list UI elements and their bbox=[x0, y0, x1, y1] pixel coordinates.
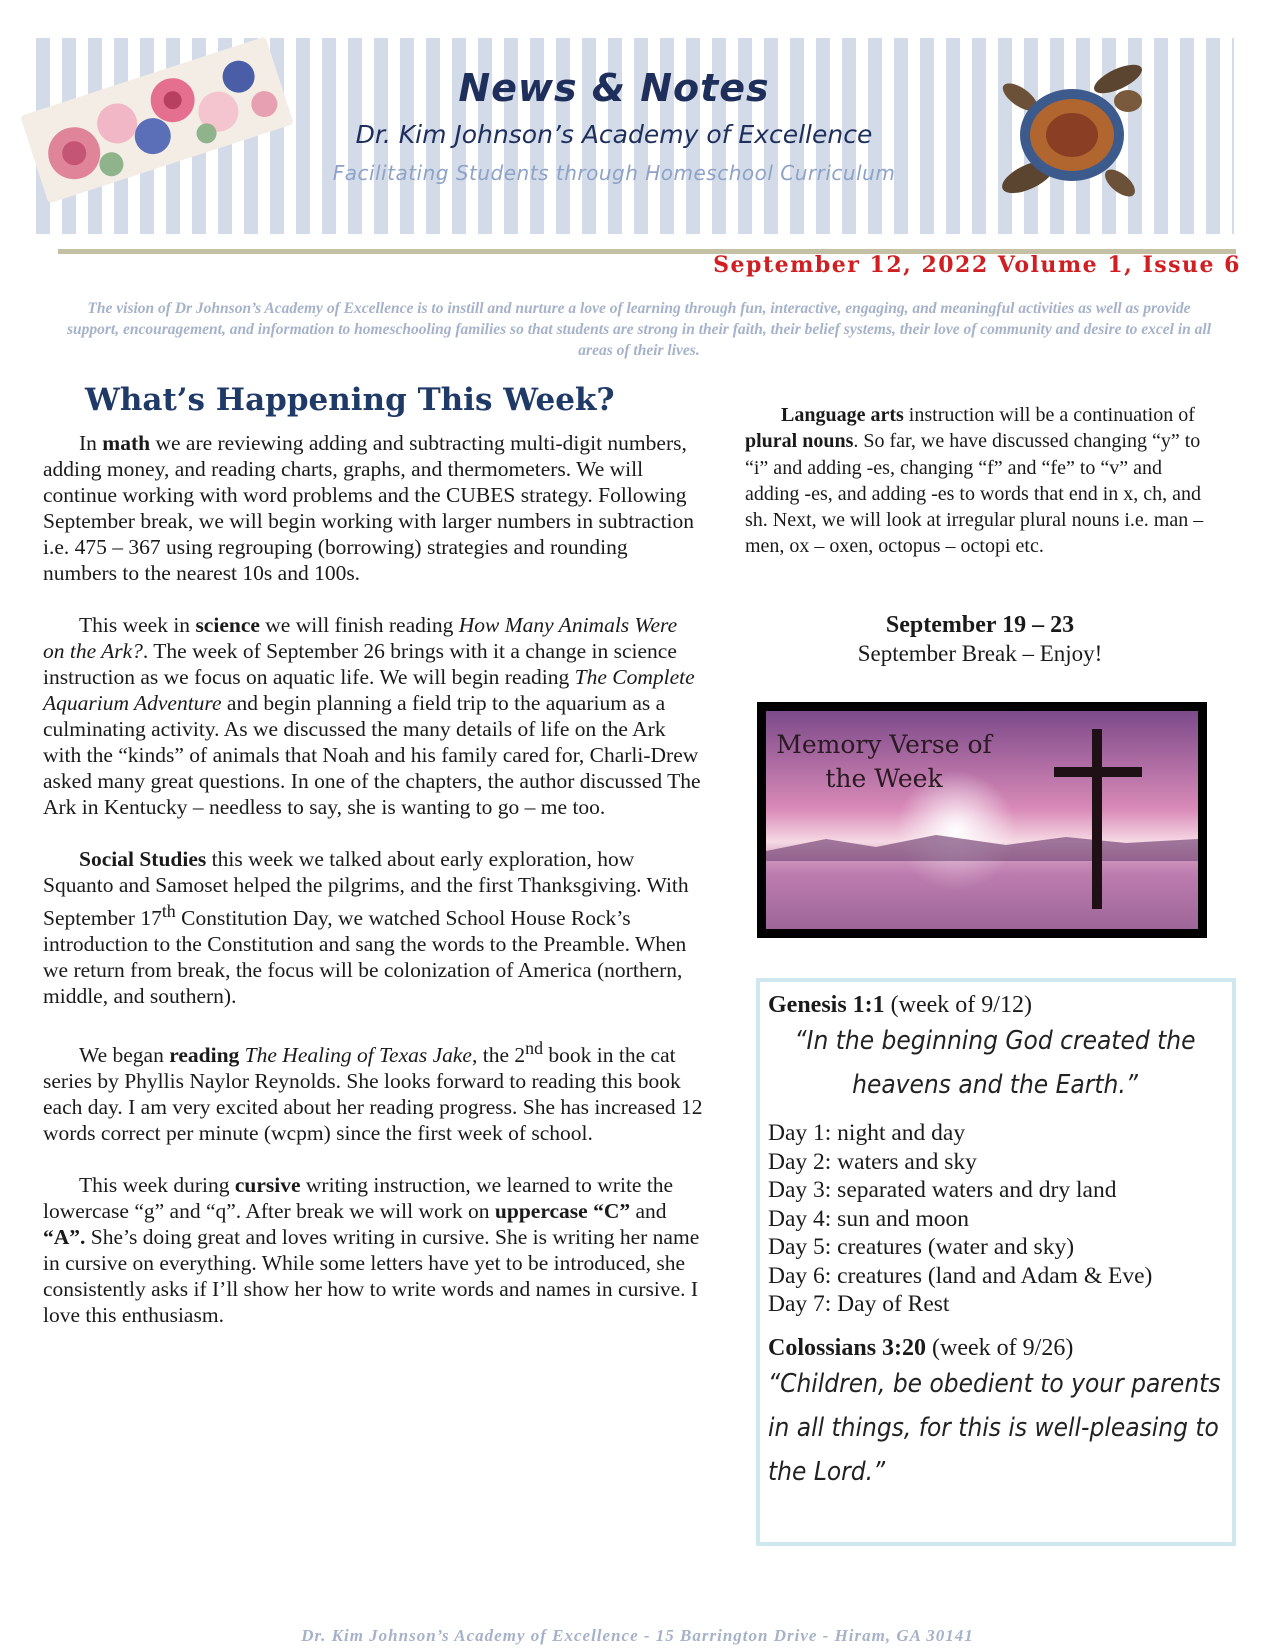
social-studies-paragraph bbox=[43, 846, 703, 1009]
list-item: Day 4: sun and moon bbox=[768, 1205, 970, 1232]
tagline: Facilitating Students through Homeschool Curriculum bbox=[332, 161, 896, 185]
sunset-cross-illustration bbox=[766, 711, 1198, 929]
text: instruction will be a continuation of bbox=[903, 404, 1195, 426]
science-keyword: science bbox=[195, 613, 260, 637]
text: This week in bbox=[79, 613, 196, 637]
academy-name: Dr. Kim Johnson’s Academy of Excellence bbox=[355, 120, 873, 149]
cursive-paragraph bbox=[43, 1172, 703, 1328]
text: We began bbox=[79, 1043, 170, 1068]
verse-text: “Children, be obedient to your parents in all things, for this is well-pleasing to the Lord.” bbox=[768, 1368, 1221, 1487]
science-paragraph bbox=[43, 612, 703, 820]
list-item: Day 5: creatures (water and sky) bbox=[768, 1234, 1075, 1260]
footer-address: Dr. Kim Johnson’s Academy of Excellence - 15 Barrington Drive - Hiram, GA 30141 bbox=[301, 1626, 974, 1645]
break-notice bbox=[740, 612, 1220, 667]
uppercase-keyword: uppercase “C” bbox=[494, 1199, 631, 1224]
verse-text: “In the beginning God created the heavens and the Earth.” bbox=[794, 1026, 1196, 1100]
break-text: September Break – Enjoy! bbox=[857, 641, 1103, 666]
text: and begin planning a field trip to the aquarium as a culminating activity. As we discussed the many details of life on the Ark with the “kinds” of animals that Noah and his family cared for, Charli-Drew asked many great questions. In one of the chapters, the author discussed The Ark in Kentucky – needless to say, she is wanting to go – me too. bbox=[43, 691, 701, 819]
creation-days-list bbox=[768, 1119, 1222, 1319]
sea-turtle-image bbox=[1000, 55, 1150, 215]
text: this week we talked about early exploration, how Squanto and Samoset helped the pilgrims, and the first Thanksgiving. With September 17 bbox=[43, 847, 689, 931]
language-arts-keyword: Language arts bbox=[781, 404, 904, 426]
vision-statement: The vision of Dr Johnson’s Academy of Excellence is to instill and nurture a love of learning through fun, interactive, engaging, and meaningful activities as well as provide support, encouragement, and information to homeschooling families so that students are strong in their faith, their belief systems, their love of community and desire to excel in all areas of their lives. bbox=[66, 300, 1212, 359]
reading-keyword: reading bbox=[169, 1043, 240, 1068]
reading-paragraph bbox=[43, 1035, 703, 1146]
text: She’s doing great and loves writing in cursive. She is writing her name in cursive on everything. While some letters have yet to be introduced, she consistently asks if I’ll show her how to write words and names in cursive. I love this enthusiasm. bbox=[43, 1225, 700, 1328]
right-column bbox=[745, 402, 1215, 560]
masthead-title: News & Notes bbox=[458, 66, 770, 110]
text: . So far, we have discussed changing “y” to “i” and adding -es, changing “f” and “fe” to “v” and adding -es, and adding -es to words that end in x, ch, and sh. Next, we will look at irregular plural nouns i.e. man – men, ox – oxen, octopus – octopi etc. bbox=[745, 430, 1204, 558]
uppercase-a: “A”. bbox=[43, 1225, 86, 1250]
text: book in the cat series by Phyllis Naylor Reynolds. She looks forward to reading this book each day. I am very excited about her reading progress. She has increased 12 words correct per minute (wcpm) since the first week of school. bbox=[43, 1043, 703, 1146]
verse-ref-bold: Colossians 3:20 bbox=[768, 1334, 927, 1361]
list-item: Day 1: night and day bbox=[768, 1120, 966, 1146]
book-title: The Complete Aquarium Adventure bbox=[43, 665, 695, 715]
verse-week: (week of 9/12) bbox=[884, 992, 1032, 1018]
text: This week during bbox=[79, 1173, 235, 1198]
book-title: The Healing of Texas Jake bbox=[244, 1043, 472, 1068]
list-item: Day 2: waters and sky bbox=[768, 1148, 977, 1175]
text: Constitution Day, we watched School House Rock’s introduction to the Constitution and sang the words to the Preamble. When we return from break, the focus will be colonization of America (northern, middle, and southern). bbox=[43, 906, 687, 1009]
math-keyword: math bbox=[102, 431, 151, 455]
scripture-box bbox=[756, 978, 1236, 1546]
verse-ref-bold: Genesis 1:1 bbox=[768, 992, 885, 1018]
masthead-block bbox=[274, 66, 954, 236]
list-item: Day 7: Day of Rest bbox=[768, 1291, 950, 1317]
text: , the 2 bbox=[471, 1043, 526, 1068]
verse-reference bbox=[768, 1335, 1222, 1362]
social-studies-keyword: Social Studies bbox=[79, 847, 207, 871]
section-heading: What’s Happening This Week? bbox=[85, 382, 615, 418]
list-item: Day 6: creatures (land and Adam & Eve) bbox=[768, 1262, 1153, 1289]
book-title: How Many Animals Were on the Ark? bbox=[43, 613, 678, 663]
verse-reference bbox=[768, 992, 1222, 1019]
math-paragraph bbox=[43, 430, 703, 586]
superscript: th bbox=[161, 901, 176, 921]
text: . The week of September 26 brings with it a change in science instruction as we focus on aquatic life. We will begin reading bbox=[43, 639, 677, 689]
memory-verse-caption-line1: Memory Verse of bbox=[776, 730, 992, 759]
plural-nouns-keyword: plural nouns bbox=[745, 430, 854, 453]
memory-verse-image bbox=[757, 702, 1207, 938]
break-dates: September 19 – 23 bbox=[885, 612, 1075, 638]
verse-week: (week of 9/26) bbox=[926, 1334, 1074, 1361]
list-item: Day 3: separated waters and dry land bbox=[768, 1177, 1117, 1203]
issue-dateline: September 12, 2022 Volume 1, Issue 6 bbox=[713, 252, 1241, 278]
text: In bbox=[79, 431, 103, 455]
cursive-keyword: cursive bbox=[234, 1173, 301, 1198]
language-arts-paragraph bbox=[745, 402, 1215, 560]
text: and bbox=[630, 1199, 667, 1224]
text: we are reviewing adding and subtracting multi-digit numbers, adding money, and reading charts, graphs, and thermometers. We will continue working with word problems and the CUBES strategy. Following September break, we will begin working with larger numbers in subtraction i.e. 475 – 367 using regrouping (borrowing) strategies and rounding numbers to the nearest 10s and 100s. bbox=[43, 431, 695, 585]
text: writing instruction, we learned to write the lowercase “g” and “q”. After break we will work on bbox=[43, 1173, 674, 1224]
left-column bbox=[43, 382, 703, 1354]
superscript: nd bbox=[525, 1038, 544, 1059]
text: we will finish reading bbox=[259, 613, 459, 637]
memory-verse-caption-line2: the Week bbox=[825, 764, 943, 793]
